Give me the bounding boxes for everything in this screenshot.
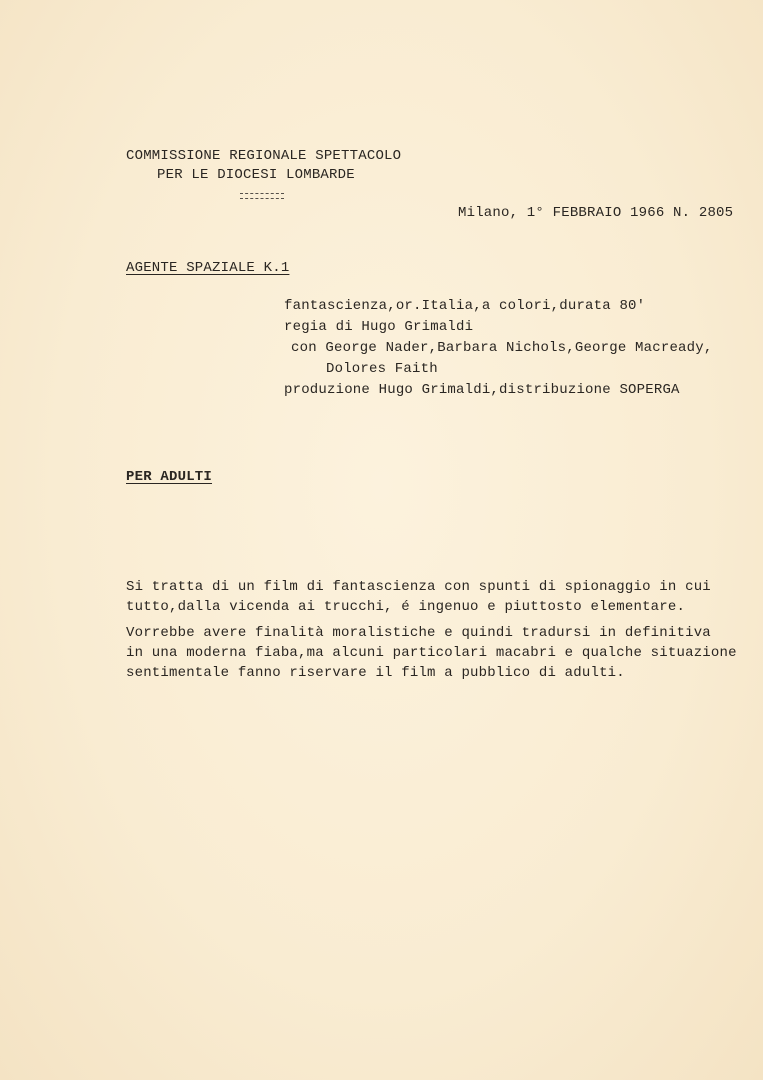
paragraph1-line-1: Si tratta di un film di fantascienza con spunti di spionaggio in cui xyxy=(126,579,711,595)
paragraph2-line-2: in una moderna fiaba,ma alcuni particolari macabri e qualche situazione xyxy=(126,645,737,661)
film-detail-3: con George Nader,Barbara Nichols,George Macready, xyxy=(291,340,713,356)
film-detail-2: regia di Hugo Grimaldi xyxy=(284,319,474,335)
header-line-1: COMMISSIONE REGIONALE SPETTACOLO xyxy=(126,148,402,164)
header-separator xyxy=(240,193,284,199)
film-detail-1: fantascienza,or.Italia,a colori,durata 80' xyxy=(284,298,646,314)
paragraph1-line-2: tutto,dalla vicenda ai trucchi, é ingenuo e piuttosto elementare. xyxy=(126,599,686,615)
rating-label: PER ADULTI xyxy=(126,469,213,485)
film-title: AGENTE SPAZIALE K.1 xyxy=(126,260,290,276)
film-detail-5: produzione Hugo Grimaldi,distribuzione SOPERGA xyxy=(284,382,680,398)
date-line: Milano, 1° FEBBRAIO 1966 N. 2805 xyxy=(458,205,734,221)
film-detail-4: Dolores Faith xyxy=(326,361,438,377)
header-line-2: PER LE DIOCESI LOMBARDE xyxy=(157,167,355,183)
paragraph2-line-3: sentimentale fanno riservare il film a pubblico di adulti. xyxy=(126,665,625,681)
paragraph2-line-1: Vorrebbe avere finalità moralistiche e quindi tradursi in definitiva xyxy=(126,625,711,641)
